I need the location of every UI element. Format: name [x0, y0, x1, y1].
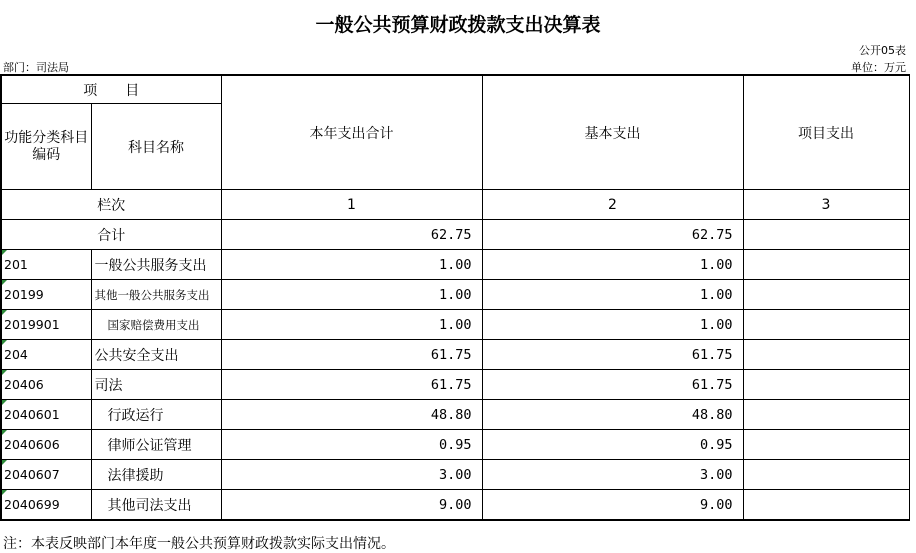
- header-row-group: [1, 75, 909, 104]
- row-total[interactable]: 61.75: [221, 370, 482, 400]
- header-basic[interactable]: 基本支出: [482, 75, 743, 190]
- row-code-text: 2040606: [4, 437, 60, 452]
- row-name[interactable]: 律师公证管理: [91, 430, 221, 460]
- footnote: 注：本表反映部门本年度一般公共预算财政拨款实际支出情况。: [3, 536, 395, 552]
- sum-basic[interactable]: 62.75: [482, 220, 743, 250]
- table-row: [1, 490, 909, 521]
- page-title: 一般公共预算财政拨款支出决算表: [315, 14, 601, 36]
- row-total[interactable]: 0.95: [221, 430, 482, 460]
- row-code[interactable]: [1, 490, 91, 521]
- row-project[interactable]: [743, 370, 909, 400]
- comment-marker-icon: [2, 460, 7, 465]
- row-name[interactable]: 公共安全支出: [91, 340, 221, 370]
- row-code-text: 201: [4, 257, 28, 272]
- expenditure-table: [0, 74, 910, 521]
- sum-total[interactable]: 62.75: [221, 220, 482, 250]
- row-name[interactable]: 一般公共服务支出: [91, 250, 221, 280]
- row-code[interactable]: [1, 460, 91, 490]
- row-project[interactable]: [743, 340, 909, 370]
- row-code-text: 204: [4, 347, 28, 362]
- row-basic[interactable]: 61.75: [482, 370, 743, 400]
- row-name[interactable]: 行政运行: [91, 400, 221, 430]
- row-total[interactable]: 9.00: [221, 490, 482, 521]
- header-item-group[interactable]: 项 目: [1, 75, 221, 104]
- header-name[interactable]: 科目名称: [91, 104, 221, 190]
- table-row: [1, 370, 909, 400]
- table-row: [1, 340, 909, 370]
- comment-marker-icon: [2, 400, 7, 405]
- row-project[interactable]: [743, 430, 909, 460]
- row-basic[interactable]: 9.00: [482, 490, 743, 521]
- row-code[interactable]: [1, 430, 91, 460]
- header-project[interactable]: 项目支出: [743, 75, 909, 190]
- row-code-text: 2019901: [4, 317, 60, 332]
- comment-marker-icon: [2, 430, 7, 435]
- row-name[interactable]: 司法: [91, 370, 221, 400]
- table-row: [1, 400, 909, 430]
- row-total[interactable]: 48.80: [221, 400, 482, 430]
- header-total[interactable]: 本年支出合计: [221, 75, 482, 190]
- row-basic[interactable]: 1.00: [482, 280, 743, 310]
- row-code-text: 20199: [4, 287, 44, 302]
- row-basic[interactable]: 1.00: [482, 310, 743, 340]
- index-basic[interactable]: 2: [482, 190, 743, 220]
- row-total[interactable]: 1.00: [221, 250, 482, 280]
- row-code[interactable]: [1, 400, 91, 430]
- index-project[interactable]: 3: [743, 190, 909, 220]
- index-label[interactable]: 栏次: [1, 190, 221, 220]
- row-basic[interactable]: 48.80: [482, 400, 743, 430]
- sum-row: [1, 220, 909, 250]
- index-total[interactable]: 1: [221, 190, 482, 220]
- row-name[interactable]: 其他司法支出: [91, 490, 221, 521]
- table-row: [1, 310, 909, 340]
- row-basic[interactable]: 1.00: [482, 250, 743, 280]
- comment-marker-icon: [2, 370, 7, 375]
- comment-marker-icon: [2, 280, 7, 285]
- index-row: [1, 190, 909, 220]
- comment-marker-icon: [2, 490, 7, 495]
- row-total[interactable]: 1.00: [221, 310, 482, 340]
- comment-marker-icon: [2, 340, 7, 345]
- row-code[interactable]: [1, 280, 91, 310]
- row-project[interactable]: [743, 280, 909, 310]
- row-basic[interactable]: 0.95: [482, 430, 743, 460]
- row-total[interactable]: 1.00: [221, 280, 482, 310]
- header-code[interactable]: 功能分类科目编码: [1, 104, 91, 190]
- row-code-text: 2040699: [4, 497, 60, 512]
- row-total[interactable]: 3.00: [221, 460, 482, 490]
- row-basic[interactable]: 61.75: [482, 340, 743, 370]
- table-row: [1, 430, 909, 460]
- row-code[interactable]: [1, 370, 91, 400]
- row-project[interactable]: [743, 460, 909, 490]
- comment-marker-icon: [2, 250, 7, 255]
- row-code[interactable]: [1, 310, 91, 340]
- comment-marker-icon: [2, 310, 7, 315]
- row-code[interactable]: [1, 250, 91, 280]
- row-code-text: 20406: [4, 377, 44, 392]
- sum-label[interactable]: 合计: [1, 220, 221, 250]
- row-name[interactable]: 国家赔偿费用支出: [91, 310, 221, 340]
- table-row: [1, 280, 909, 310]
- form-number: 公开05表: [859, 44, 906, 57]
- row-code-text: 2040607: [4, 467, 60, 482]
- row-project[interactable]: [743, 250, 909, 280]
- department-label: 部门：司法局: [3, 61, 69, 74]
- row-project[interactable]: [743, 400, 909, 430]
- table-row: [1, 460, 909, 490]
- row-name[interactable]: 法律援助: [91, 460, 221, 490]
- sum-project[interactable]: [743, 220, 909, 250]
- unit-label: 单位：万元: [851, 61, 906, 74]
- row-project[interactable]: [743, 490, 909, 521]
- row-code-text: 2040601: [4, 407, 60, 422]
- row-name[interactable]: 其他一般公共服务支出: [91, 280, 221, 310]
- table-row: [1, 250, 909, 280]
- row-basic[interactable]: 3.00: [482, 460, 743, 490]
- row-code[interactable]: [1, 340, 91, 370]
- row-project[interactable]: [743, 310, 909, 340]
- row-total[interactable]: 61.75: [221, 340, 482, 370]
